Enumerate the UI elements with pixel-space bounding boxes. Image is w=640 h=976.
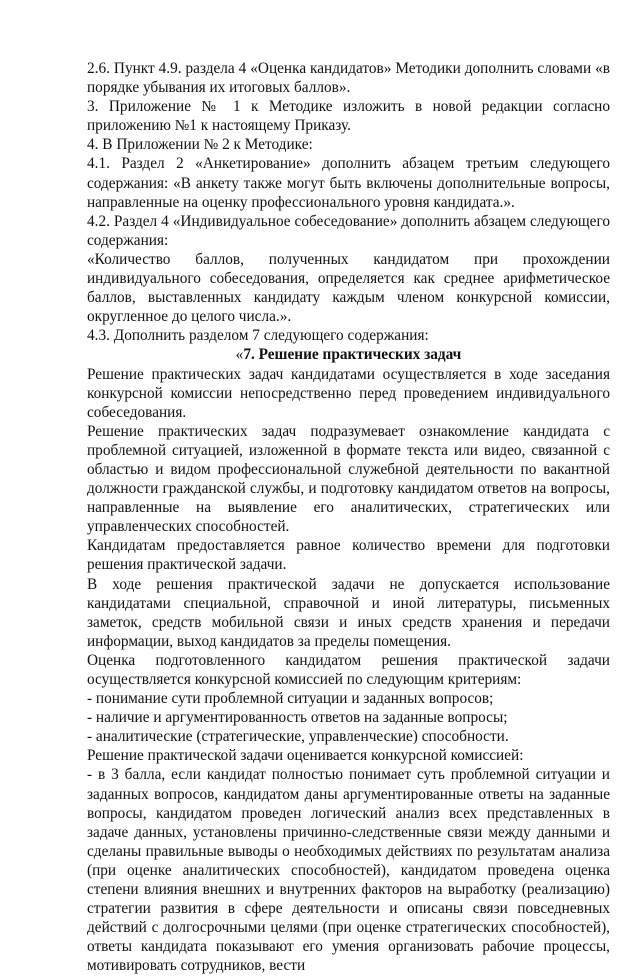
section-paragraph: Оценка подготовленного кандидатом решения практической задачи осуществляется конкурсной комиссией по следующим критериям:: [87, 651, 610, 688]
paragraph-quote-score: «Количество баллов, полученных кандидатом при прохождении индивидуального собеседования, определяется как среднее арифметическое баллов, выставленных кандидату каждым членом конкурсной комиссии, округленное до целого числа.».: [87, 250, 610, 326]
section-paragraph: Решение практических задач подразумевает ознакомление кандидата с проблемной ситуацией, изложенной в формате текста или видео, связанной с областью и видом профессиональной служебной деятельности по вакантной должности гражданской службы, и подготовку кандидатом ответов на вопросы, направленные на выявление его аналитических, стратегических или управленческих способностей.: [87, 422, 610, 536]
criteria-item: - аналитические (стратегические, управленческие) способности.: [87, 728, 509, 746]
paragraph-4-3: 4.3. Дополнить разделом 7 следующего содержания:: [87, 327, 429, 345]
heading-quote: «: [235, 346, 244, 364]
paragraph-2-6: 2.6. Пункт 4.9. раздела 4 «Оценка кандидатов» Методики дополнить словами «в порядке убывания их итоговых баллов».: [87, 60, 610, 97]
paragraph-4-1: 4.1. Раздел 2 «Анкетирование» дополнить абзацем третьим следующего содержания: «В анкету также могут быть включены дополнительные вопросы, направленные на оценку профессионального уровня кандидата.».: [87, 155, 610, 211]
section-paragraph: Решение практических задач кандидатами осуществляется в ходе заседания конкурсной комиссии непосредственно перед проведением индивидуального собеседования.: [87, 365, 610, 421]
closing-paragraph: Решение практической задачи оценивается конкурсной комиссией:: [87, 747, 524, 765]
criteria-item: - наличие и аргументированность ответов на заданные вопросы;: [87, 709, 508, 727]
paragraph-3: 3. Приложение № 1 к Методике изложить в новой редакции согласно приложению №1 к настоящему Приказу.: [87, 98, 610, 135]
paragraph-4-2: 4.2. Раздел 4 «Индивидуальное собеседование» дополнить абзацем следующего содержания:: [87, 212, 610, 249]
section-heading: [87, 345, 610, 364]
section-paragraph: Кандидатам предоставляется равное количество времени для подготовки решения практической задачи.: [87, 537, 610, 574]
criteria-item: - понимание сути проблемной ситуации и заданных вопросов;: [87, 690, 494, 708]
section-paragraph: В ходе решения практической задачи не допускается использование кандидатами специальной, справочной и иной литературы, письменных заметок, средств мобильной связи и иных средств хранения и передачи информации, выход кандидатов за пределы помещения.: [87, 575, 610, 650]
closing-paragraph: - в 3 балла, если кандидат полностью понимает суть проблемной ситуации и заданных вопросов, кандидатом даны аргументированные ответы на заданные вопросы, кандидатом проведен логический анализ всех представленных в задаче данных, установлены причинно-следственные связи между данными и сделаны правильные выводы о необходимых действиях по результатам анализа (при оценке аналитических способностей), кандидатом проведена оценка степени влияния внешних и внутренних факторов на выработку (реализацию) стратегии развития в сфере деятельности и описаны связи повседневных действий с долгосрочными целями (при оценке стратегических способностей), ответы кандидата показывают его умения организовать рабочие процессы, мотивировать сотрудников, вести: [87, 766, 610, 975]
paragraph-4: 4. В Приложении № 2 к Методике:: [87, 136, 313, 154]
heading-text: 7. Решение практических задач: [243, 346, 462, 364]
